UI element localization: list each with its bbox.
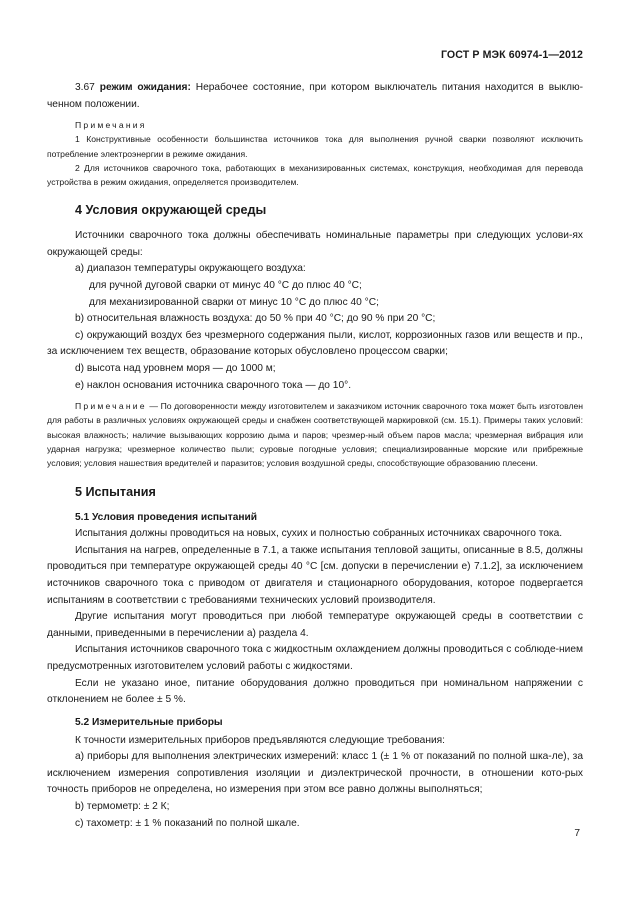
standard-header: ГОСТ Р МЭК 60974-1—2012 xyxy=(440,49,583,61)
paragraph-5-1-e: Если не указано иное, питание оборудования должно проводиться при номинальном напряжении с отклонением не более ± 5 %. xyxy=(47,677,583,706)
subsection-5-2-title: 5.2 Измерительные приборы xyxy=(75,716,223,728)
section-5-title: 5 Испытания xyxy=(75,485,156,500)
paragraph-5-1-b: Испытания на нагрев, определенные в 7.1, а также испытания тепловой защиты, описанные в 8.5, должны проводиться при температуре окружающей среды 40 °С [см. допуски в перечислении е) 7.1.2], за исключением источников сварочного тока с приводом от двигателя и стационарного оборудования, которое подвергается испытаниям в соответствии с требованиями технических условий производителя. xyxy=(47,544,583,606)
requirement-c: с) тахометр: ± 1 % показаний по полной шкале. xyxy=(75,817,300,829)
requirement-a: а) приборы для выполнения электрических измерений: класс 1 (± 1 % от показаний по полной шка-ле), за исключением измерения сопротивления изоляции и диэлектрической прочности, в отношении кото-рых точность приборов не определена, но измерения при этом все равно должны выполняться; xyxy=(47,751,583,796)
definition-number: 3.67 xyxy=(75,82,95,93)
condition-e: е) наклон основания источника сварочного тока — до 10°. xyxy=(75,379,352,391)
section-4-title: 4 Условия окружающей среды xyxy=(75,203,267,218)
paragraph-5-1-d: Испытания источников сварочного тока с жидкостным охлаждением должны проводиться с соблюде-нием предусмотренных изготовителем условий работы с жидкостями. xyxy=(47,644,583,672)
requirement-b: b) термометр: ± 2 К; xyxy=(75,801,170,813)
definition-term: режим ожидания: xyxy=(99,82,191,93)
condition-c: с) окружающий воздух без чрезмерного содержания пыли, кислот, коррозионных газов или веществ и пр., за исключением тех веществ, образование которых обусловлено процессом сварки; xyxy=(47,329,583,358)
section-4-intro: Источники сварочного тока должны обеспечивать номинальные параметры при следующих услови-ях окружающей среды: xyxy=(47,230,583,258)
definition-3-67 xyxy=(47,80,583,113)
definition-text: Нерабочее состояние, при котором выключатель питания находится в выклю-ченном положении. xyxy=(47,82,583,110)
section-4-note xyxy=(47,399,583,470)
condition-d: d) высота над уровнем моря — до 1000 м; xyxy=(75,362,276,374)
condition-a-manual: для ручной дуговой сварки от минус 40 °С до плюс 40 °С; xyxy=(89,279,362,291)
page-number: 7 xyxy=(574,828,580,839)
note-item-1: 1 Конструктивные особенности большинства источников тока для выполнения ручной сварки позволяют исключить потребление электроэнергии в режиме ожидания. xyxy=(47,134,583,159)
condition-a: а) диапазон температуры окружающего воздуха: xyxy=(75,263,306,275)
paragraph-5-2-intro: К точности измерительных приборов предъявляются следующие требования: xyxy=(75,734,445,746)
note-text: — По договоренности между изготовителем и заказчиком источник сварочного тока может быть изготовлен для работы в различных условиях окружающей среды и снабжен соответствующей маркировкой (см. 15.1). Примеры таких условий: высокая влажность; наличие вызывающих коррозию дыма и паров; чрезмер-ный объем паров масла; чрезмерная вибрация или ударная нагрузка; чрезмерное количество пыли; суровые погодные условия; специализированные морские или прибрежные условия; условия нашествия вредителей и паразитов; условия воздушной среды, способствующие образованию плесени. xyxy=(47,401,583,468)
subsection-5-1-title: 5.1 Условия проведения испытаний xyxy=(75,512,258,524)
condition-a-mechanized: для механизированной сварки от минус 10 °С до плюс 40 °С; xyxy=(89,296,379,308)
paragraph-5-1-a: Испытания должны проводиться на новых, сухих и полностью собранных источниках сварочного тока. xyxy=(75,528,563,540)
notes-title: Примечания xyxy=(75,120,147,131)
paragraph-5-1-c: Другие испытания могут проводиться при любой температуре окружающей среды в соответствии с данными, приведенными в перечислении а) раздела 4. xyxy=(47,611,583,639)
condition-b: b) относительная влажность воздуха: до 50 % при 40 °С; до 90 % при 20 °С; xyxy=(75,313,436,325)
note-label: Примечание xyxy=(75,401,147,412)
note-item-2: 2 Для источников сварочного тока, работающих в механизированных системах, конструкция, необходимая для перевода устройства в режим ожидания, определяется производителем. xyxy=(47,162,583,187)
page-content xyxy=(47,80,583,832)
